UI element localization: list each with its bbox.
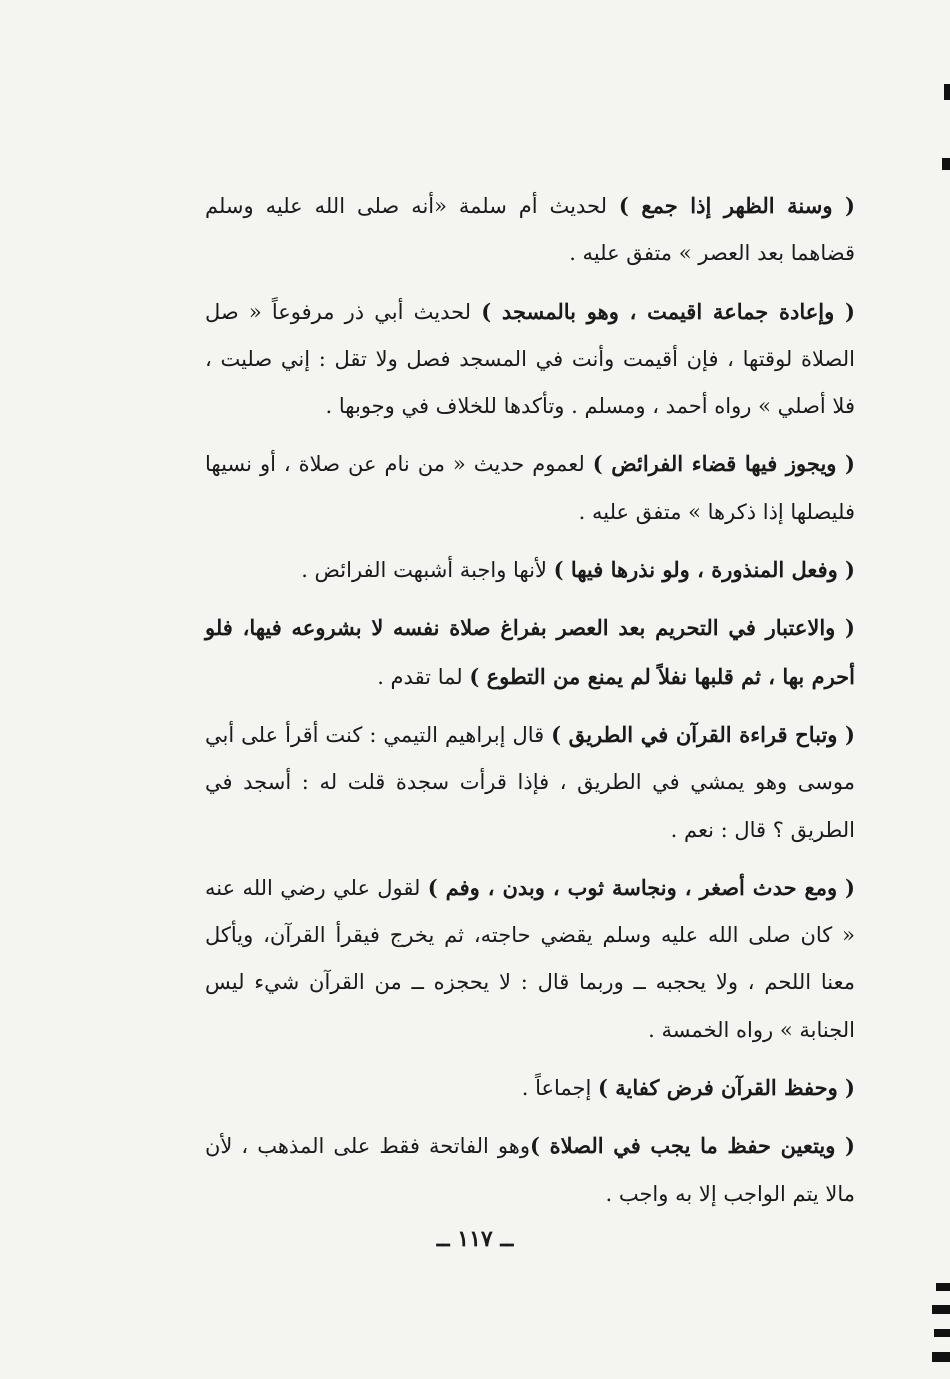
scan-edge-mark [942, 158, 950, 170]
paragraph-1-body: لحديث أم سلمة «أنه صلى الله عليه وسلم قضاهما بعد العصر » متفق عليه . [205, 194, 855, 266]
paragraph-2-heading: ( وإعادة جماعة اقيمت ، وهو بالمسجد ) [481, 298, 855, 324]
paragraph-5 [205, 604, 855, 701]
scan-edge-mark [932, 1305, 950, 1314]
paragraph-7 [205, 864, 855, 1054]
paragraph-1 [205, 182, 855, 278]
paragraph-3 [205, 440, 855, 536]
paragraph-4-body: لأنها واجبة أشبهت الفرائض . [301, 558, 554, 583]
paragraph-2 [205, 288, 855, 431]
page-body-text [205, 182, 855, 1228]
paragraph-3-body: لعموم حديث « من نام عن صلاة ، أو نسيها فليصلها إذا ذكرها » متفق عليه . [205, 452, 855, 524]
scan-edge-mark [944, 84, 950, 100]
page-number: ــ ١١٧ ــ [436, 1226, 514, 1252]
scan-edge-mark [936, 1283, 950, 1291]
paragraph-4-heading: ( وفعل المنذورة ، ولو نذرها فيها ) [553, 557, 855, 583]
paragraph-1-heading: ( وسنة الظهر إذا جمع ) [618, 193, 855, 218]
paragraph-8-body: إجماعاً . [521, 1076, 599, 1101]
paragraph-6-body: قال إبراهيم التيمي : كنت أقرأ على أبي موسى وهو يمشي في الطريق ، فإذا قرأت سجدة قلت له : أسجد في الطريق ؟ قال : نعم . [205, 722, 855, 842]
paragraph-9 [205, 1122, 855, 1218]
paragraph-9-heading: ( ويتعين حفظ ما يجب في الصلاة ) [529, 1133, 855, 1159]
paragraph-8-heading: ( وحفظ القرآن فرض كفاية ) [598, 1075, 855, 1101]
scan-edge-mark [932, 1352, 950, 1362]
paragraph-2-body: لحديث أبي ذر مرفوعاً « صل الصلاة لوقتها ، فإن أقيمت وأنت في المسجد فصل ولا تقل : إني صليت ، فلا أصلي » رواه أحمد ، ومسلم . وتأكدها للخلاف في وجوبها . [205, 299, 855, 419]
paragraph-5-body: لما تقدم . [377, 664, 470, 689]
scan-edge-mark [934, 1329, 950, 1337]
paragraph-7-heading: ( ومع حدث أصغر ، ونجاسة ثوب ، وبدن ، وفم ) [427, 874, 855, 900]
paragraph-4 [205, 546, 855, 594]
paragraph-8 [205, 1064, 855, 1112]
paragraph-3-heading: ( ويجوز فيها قضاء الفرائض ) [592, 451, 855, 477]
paragraph-9-body: وهو الفاتحة فقط على المذهب ، لأن مالا يتم الواجب إلا به واجب . [205, 1134, 855, 1206]
paragraph-7-body: لقول علي رضي الله عنه « كان صلى الله عليه وسلم يقضي حاجته، ثم يخرج فيقرأ القرآن، ويأكل معنا اللحم ، ولا يحجبه ــ وربما قال : لا يحجزه ــ من القرآن شيء ليس الجنابة » رواه الخمسة . [205, 875, 855, 1042]
paragraph-6-heading: ( وتباح قراءة القرآن في الطريق ) [551, 721, 855, 747]
paragraph-6 [205, 711, 855, 854]
paragraph-5-heading: ( والاعتبار في التحريم بعد العصر بفراغ صلاة نفسه لا بشروعه فيها، فلو أحرم بها ، ثم قلبها نفلاً لم يمنع من التطوع ) [205, 615, 855, 689]
